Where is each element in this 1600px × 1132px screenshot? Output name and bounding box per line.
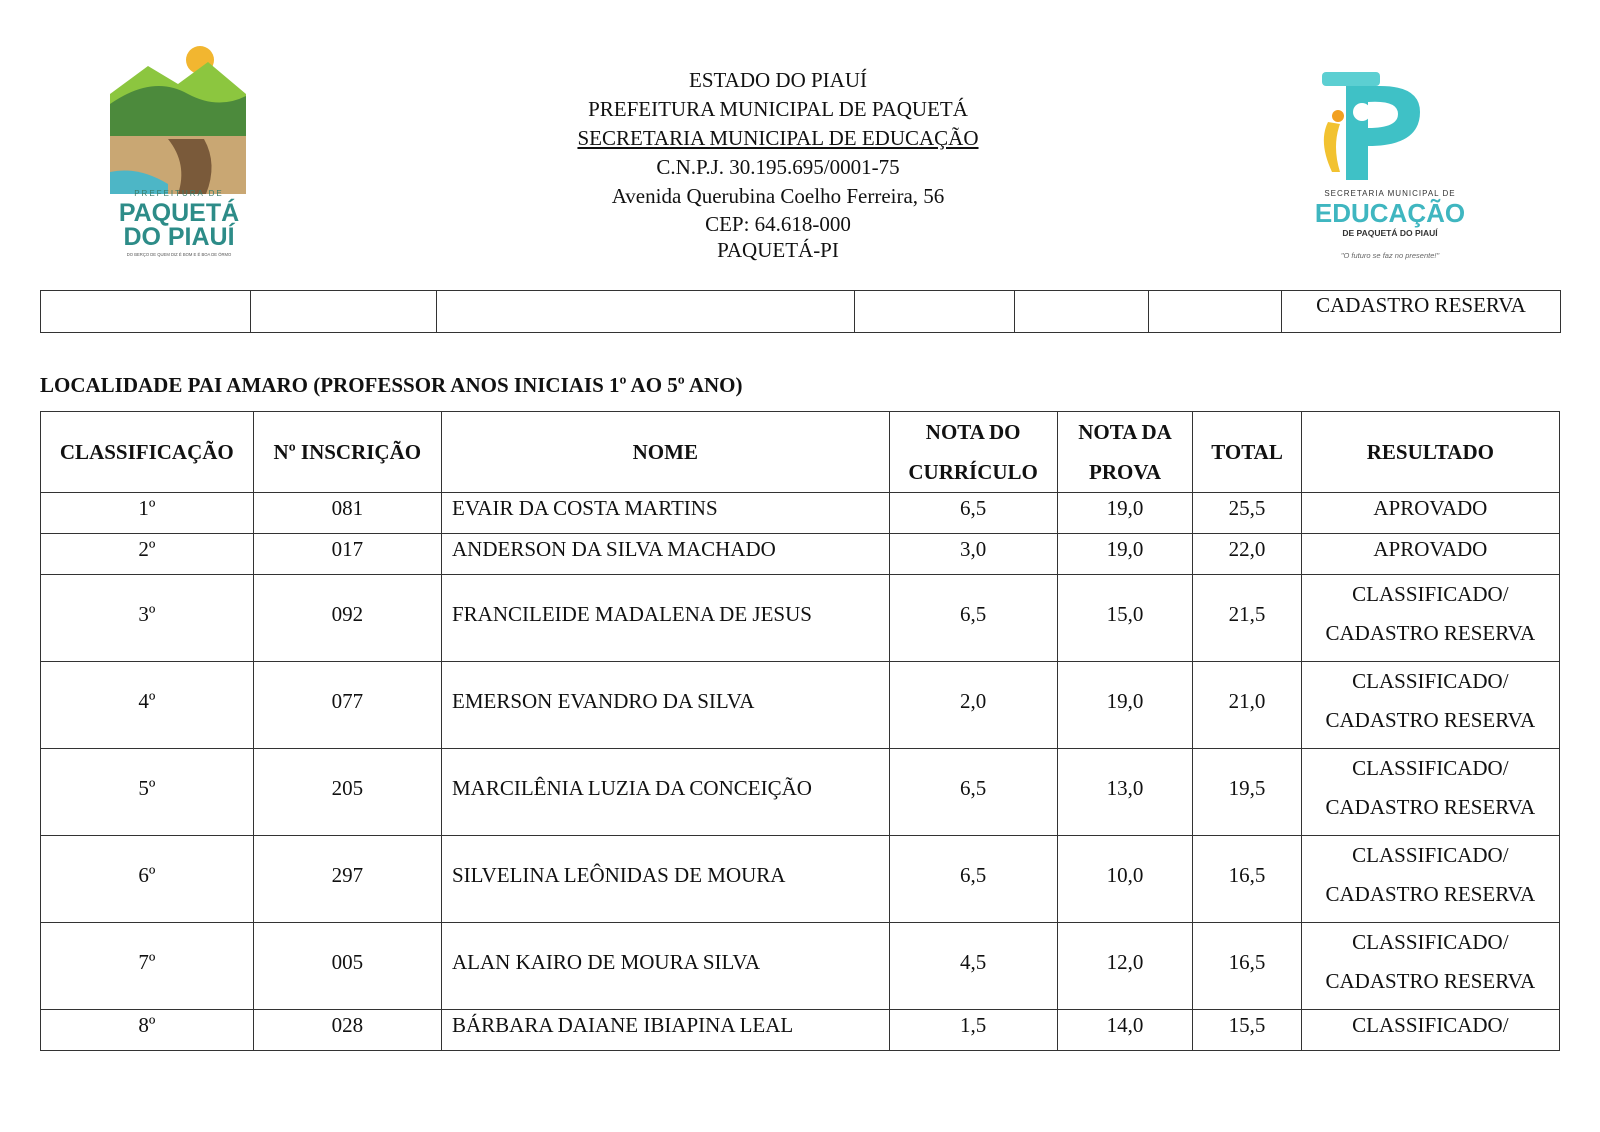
- document-header: [478, 66, 1078, 263]
- name-cell: ANDERSON DA SILVA MACHADO: [442, 534, 890, 575]
- header-nome: NOME: [442, 412, 890, 493]
- resultado-line-1: CLASSIFICADO/: [1352, 843, 1509, 867]
- table-header-row: [41, 412, 1560, 493]
- table-row: [41, 1010, 1560, 1051]
- previous-table-continuation: [40, 290, 1561, 333]
- classificacao-cell: 3º: [41, 575, 254, 662]
- resultado-cell: [1301, 662, 1559, 749]
- table-row: [41, 923, 1560, 1010]
- table-cell: [855, 291, 1015, 333]
- header-inscricao: Nº INSCRIÇÃO: [253, 412, 441, 493]
- header-nota-prova: [1057, 412, 1193, 493]
- name-cell: FRANCILEIDE MADALENA DE JESUS: [442, 575, 890, 662]
- nota-prova-cell: 13,0: [1057, 749, 1193, 836]
- table-cell: [1015, 291, 1149, 333]
- logo-left-line2: DO PIAUÍ: [123, 223, 235, 251]
- table-row: [41, 575, 1560, 662]
- total-cell: 25,5: [1193, 493, 1301, 534]
- name-cell: EMERSON EVANDRO DA SILVA: [442, 662, 890, 749]
- nota-prova-cell: 19,0: [1057, 662, 1193, 749]
- header-total: TOTAL: [1193, 412, 1301, 493]
- resultado-line-2: CADASTRO RESERVA: [1325, 795, 1536, 819]
- logo-left-line1: PAQUETÁ: [118, 199, 240, 227]
- header-nota-curriculo-line1: NOTA DO: [925, 420, 1021, 444]
- classificacao-cell: 4º: [41, 662, 254, 749]
- table-cell: [251, 291, 437, 333]
- classificacao-cell: 6º: [41, 836, 254, 923]
- resultado-cell: [1301, 836, 1559, 923]
- resultado-cell: [1301, 493, 1559, 534]
- inscricao-cell: 028: [253, 1010, 441, 1051]
- header-address: Avenida Querubina Coelho Ferreira, 56: [611, 184, 945, 208]
- header-prefeitura: PREFEITURA MUNICIPAL DE PAQUETÁ: [588, 97, 968, 121]
- nota-prova-cell: 15,0: [1057, 575, 1193, 662]
- table-row: [41, 534, 1560, 575]
- nota-prova-cell: 19,0: [1057, 534, 1193, 575]
- name-cell: EVAIR DA COSTA MARTINS: [442, 493, 890, 534]
- result-cell: CADASTRO RESERVA: [1282, 291, 1561, 333]
- resultado-cell: [1301, 575, 1559, 662]
- table-row: [41, 662, 1560, 749]
- total-cell: 21,0: [1193, 662, 1301, 749]
- resultado-cell: [1301, 534, 1559, 575]
- total-cell: 16,5: [1193, 836, 1301, 923]
- nota-curriculo-cell: 6,5: [889, 836, 1057, 923]
- resultado-line-2: CADASTRO RESERVA: [1325, 708, 1536, 732]
- classificacao-cell: 5º: [41, 749, 254, 836]
- logo-left-small: PREFEITURA DE: [134, 189, 224, 198]
- resultado-cell: [1301, 923, 1559, 1010]
- resultado-line-1: CLASSIFICADO/: [1352, 582, 1509, 606]
- results-table: [40, 411, 1560, 1051]
- header-nota-prova-line1: NOTA DA: [1078, 420, 1172, 444]
- inscricao-cell: 092: [253, 575, 441, 662]
- header-nota-curriculo-line2: CURRÍCULO: [908, 460, 1038, 484]
- total-cell: 16,5: [1193, 923, 1301, 1010]
- header-nota-curriculo: [889, 412, 1057, 493]
- header-classificacao: CLASSIFICAÇÃO: [41, 412, 254, 493]
- header-state: ESTADO DO PIAUÍ: [689, 68, 867, 92]
- total-cell: 21,5: [1193, 575, 1301, 662]
- nota-curriculo-cell: 4,5: [889, 923, 1057, 1010]
- secretaria-educacao-logo: [1310, 62, 1470, 272]
- resultado-line-2: CADASTRO RESERVA: [1325, 969, 1536, 993]
- classificacao-cell: 2º: [41, 534, 254, 575]
- nota-curriculo-cell: 1,5: [889, 1010, 1057, 1051]
- header-cep: CEP: 64.618-000: [705, 212, 851, 236]
- header-cnpj: C.N.P.J. 30.195.695/0001-75: [656, 155, 900, 179]
- resultado-line-2: CADASTRO RESERVA: [1325, 882, 1536, 906]
- name-cell: MARCILÊNIA LUZIA DA CONCEIÇÃO: [442, 749, 890, 836]
- name-cell: BÁRBARA DAIANE IBIAPINA LEAL: [442, 1010, 890, 1051]
- resultado-line-1: CLASSIFICADO/: [1352, 756, 1509, 780]
- header-secretaria: SECRETARIA MUNICIPAL DE EDUCAÇÃO: [577, 126, 979, 150]
- nota-prova-cell: 10,0: [1057, 836, 1193, 923]
- logo-right-small: SECRETARIA MUNICIPAL DE: [1324, 189, 1456, 198]
- resultado-line-1: CLASSIFICADO/: [1352, 1013, 1509, 1037]
- logo-right-big: EDUCAÇÃO: [1314, 198, 1466, 228]
- table-row: [41, 493, 1560, 534]
- resultado-line-1: APROVADO: [1373, 537, 1488, 561]
- nota-prova-cell: 14,0: [1057, 1010, 1193, 1051]
- total-cell: 19,5: [1193, 749, 1301, 836]
- table-row: [41, 836, 1560, 923]
- resultado-cell: [1301, 749, 1559, 836]
- nota-curriculo-cell: 3,0: [889, 534, 1057, 575]
- total-cell: 22,0: [1193, 534, 1301, 575]
- nota-prova-cell: 12,0: [1057, 923, 1193, 1010]
- nota-curriculo-cell: 6,5: [889, 749, 1057, 836]
- classificacao-cell: 7º: [41, 923, 254, 1010]
- classificacao-cell: 1º: [41, 493, 254, 534]
- inscricao-cell: 297: [253, 836, 441, 923]
- resultado-line-1: CLASSIFICADO/: [1352, 669, 1509, 693]
- header-city: PAQUETÁ-PI: [717, 238, 839, 262]
- inscricao-cell: 005: [253, 923, 441, 1010]
- table-cell: [1149, 291, 1282, 333]
- header-resultado: RESULTADO: [1301, 412, 1559, 493]
- name-cell: SILVELINA LEÔNIDAS DE MOURA: [442, 836, 890, 923]
- nota-curriculo-cell: 6,5: [889, 575, 1057, 662]
- table-row: [41, 291, 1561, 333]
- resultado-line-1: APROVADO: [1373, 496, 1488, 520]
- resultado-line-1: CLASSIFICADO/: [1352, 930, 1509, 954]
- nota-prova-cell: 19,0: [1057, 493, 1193, 534]
- classificacao-cell: 8º: [41, 1010, 254, 1051]
- prefeitura-logo: [108, 44, 250, 266]
- table-row: [41, 749, 1560, 836]
- inscricao-cell: 081: [253, 493, 441, 534]
- inscricao-cell: 077: [253, 662, 441, 749]
- table-cell: [41, 291, 251, 333]
- table-cell: [437, 291, 855, 333]
- name-cell: ALAN KAIRO DE MOURA SILVA: [442, 923, 890, 1010]
- nota-curriculo-cell: 2,0: [889, 662, 1057, 749]
- header-nota-prova-line2: PROVA: [1089, 460, 1161, 484]
- resultado-line-2: CADASTRO RESERVA: [1325, 621, 1536, 645]
- section-title: LOCALIDADE PAI AMARO (PROFESSOR ANOS INICIAIS 1º AO 5º ANO): [40, 373, 743, 397]
- logo-right-sub: DE PAQUETÁ DO PIAUÍ: [1342, 228, 1438, 238]
- nota-curriculo-cell: 6,5: [889, 493, 1057, 534]
- inscricao-cell: 017: [253, 534, 441, 575]
- inscricao-cell: 205: [253, 749, 441, 836]
- total-cell: 15,5: [1193, 1010, 1301, 1051]
- logo-left-slogan: DO BERÇO DE QUEM DIZ É BOM E É BOA DE ÓRMO: [126, 252, 232, 257]
- logo-right-motto: "O futuro se faz no presente!": [1340, 251, 1440, 260]
- resultado-cell: [1301, 1010, 1559, 1051]
